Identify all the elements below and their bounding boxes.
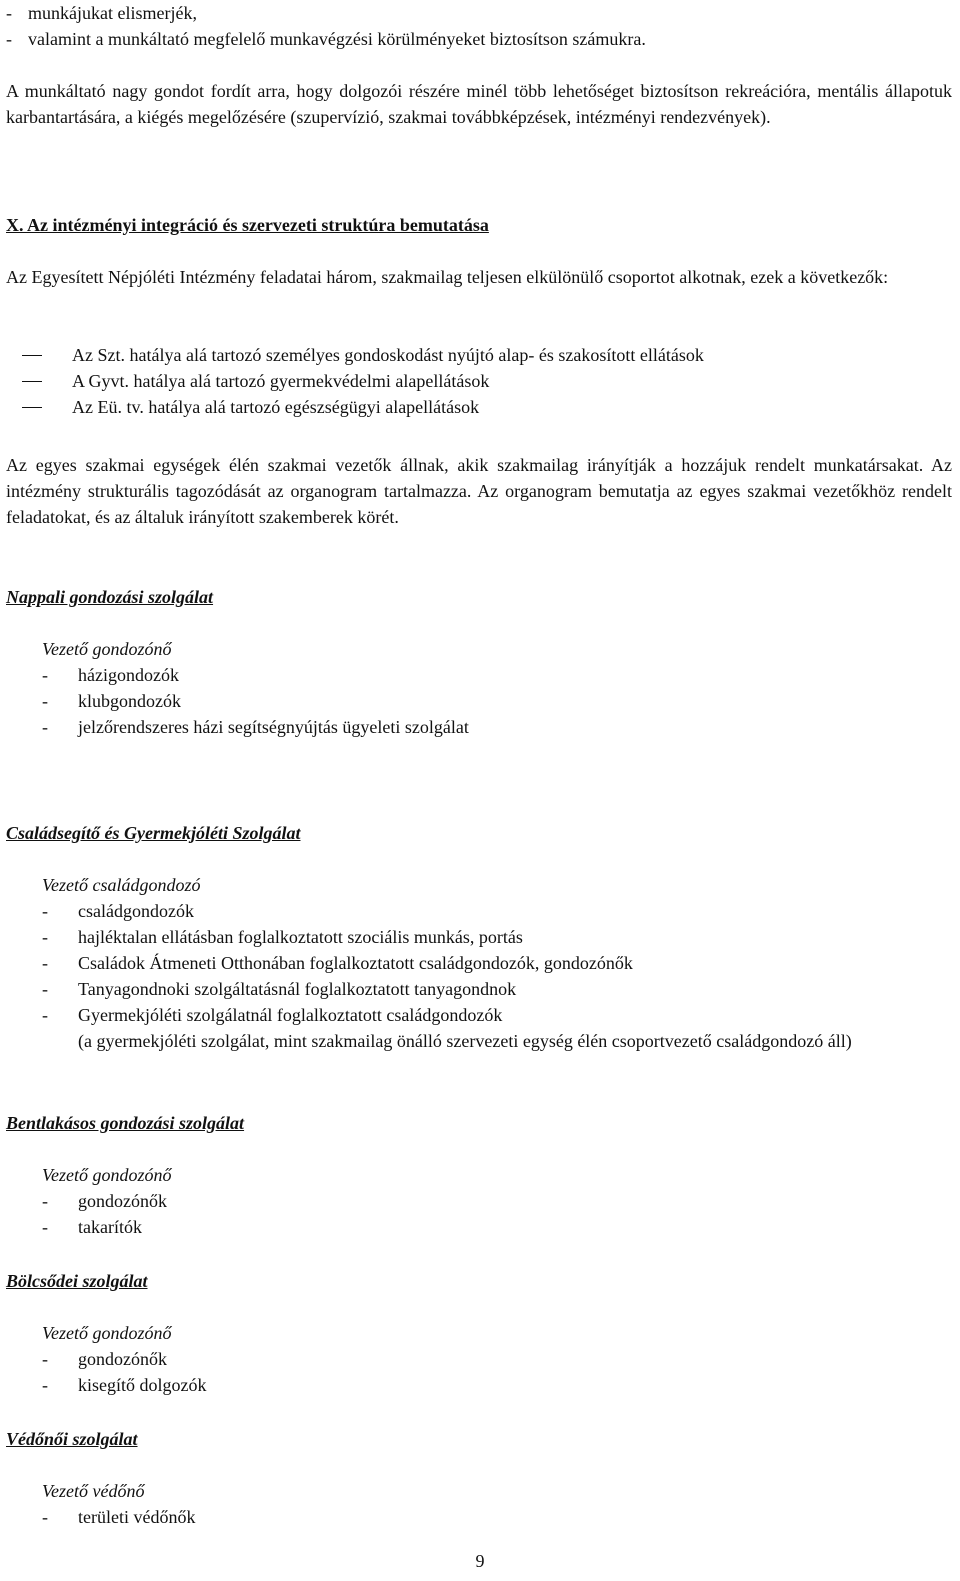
list-item xyxy=(22,342,704,368)
dash-marker: - xyxy=(42,1349,48,1369)
dash-marker xyxy=(22,355,42,356)
list-item xyxy=(42,1188,244,1214)
list-item-text: hajléktalan ellátásban foglalkoztatott szociális munkás, portás xyxy=(78,927,523,947)
list-item xyxy=(42,924,952,950)
section-title: Nappali gondozási szolgálat xyxy=(6,587,214,607)
groups-list xyxy=(6,342,704,420)
dash-marker: - xyxy=(6,3,12,23)
list-item xyxy=(22,368,704,394)
page-number: 9 xyxy=(475,1551,485,1571)
section-title: Védőnői szolgálat xyxy=(6,1429,138,1449)
section-nappali xyxy=(6,584,469,740)
list-item-text: Tanyagondnoki szolgáltatásnál foglalkoztatott tanyagondnok xyxy=(78,979,517,999)
section-note: (a gyermekjóléti szolgálat, mint szakmailag önálló szervezeti egység élén csoportvezető családgondozó áll) xyxy=(78,1031,852,1051)
section-leader: Vezető védőnő xyxy=(42,1481,145,1501)
staff-list xyxy=(6,662,469,740)
dash-marker: - xyxy=(42,901,48,921)
section-title: Bölcsődei szolgálat xyxy=(6,1271,148,1291)
list-item-text: gondozónők xyxy=(78,1349,167,1369)
section-vedonoi xyxy=(6,1426,195,1530)
section-heading: X. Az intézményi integráció és szervezeti struktúra bemutatása xyxy=(6,215,489,235)
list-item-text: kisegítő dolgozók xyxy=(78,1375,207,1395)
dash-marker: - xyxy=(42,979,48,999)
section-leader: Vezető gondozónő xyxy=(42,1165,172,1185)
list-item xyxy=(42,950,952,976)
dash-marker: - xyxy=(42,953,48,973)
section-title: Családsegítő és Gyermekjóléti Szolgálat xyxy=(6,823,301,843)
list-item-text: valamint a munkáltató megfelelő munkavégzési körülményeket biztosítson számukra. xyxy=(28,29,646,49)
list-item xyxy=(6,0,646,26)
list-item-text: Az Eü. tv. hatálya alá tartozó egészségügyi alapellátások xyxy=(72,397,480,417)
paragraph-recreation: A munkáltató nagy gondot fordít arra, hogy dolgozói részére minél több lehetőséget biztosítson rekreációra, mentális állapotuk karbantartására, a kiégés megelőzésére (szupervízió, szakmai továbbképzések, intézményi rendezvények). xyxy=(6,81,952,127)
top-list xyxy=(6,0,646,52)
dash-marker: - xyxy=(42,1217,48,1237)
list-item-text: gondozónők xyxy=(78,1191,167,1211)
list-item-text: Gyermekjóléti szolgálatnál foglalkoztatott családgondozók xyxy=(78,1005,503,1025)
staff-list xyxy=(6,1188,244,1240)
section-bolcsodei xyxy=(6,1268,207,1398)
list-item xyxy=(42,1372,207,1398)
dash-marker: - xyxy=(42,665,48,685)
list-item-text: Családok Átmeneti Otthonában foglalkoztatott családgondozók, gondozónők xyxy=(78,953,633,973)
staff-list xyxy=(6,898,952,1028)
list-item xyxy=(42,714,469,740)
dash-marker: - xyxy=(42,1507,48,1527)
list-item xyxy=(42,688,469,714)
list-item xyxy=(6,26,646,52)
dash-marker xyxy=(22,407,42,408)
dash-marker: - xyxy=(42,1191,48,1211)
section-leader: Vezető gondozónő xyxy=(42,639,172,659)
section-bentlakasos xyxy=(6,1110,244,1240)
section-title: Bentlakásos gondozási szolgálat xyxy=(6,1113,245,1133)
dash-marker: - xyxy=(42,691,48,711)
paragraph-organogram: Az egyes szakmai egységek élén szakmai vezetők állnak, akik szakmailag irányítják a hozzájuk rendelt munkatársakat. Az intézmény strukturális tagozódását az organogram tartalmazza. Az organogram bemutatja az egyes szakmai vezetőkhöz rendelt feladatokat, és az általuk irányított szakemberek körét. xyxy=(6,455,952,527)
list-item xyxy=(42,1214,244,1240)
list-item-text: klubgondozók xyxy=(78,691,181,711)
section-leader: Vezető családgondozó xyxy=(42,875,201,895)
list-item xyxy=(42,1002,952,1028)
dash-marker: - xyxy=(42,1375,48,1395)
list-item xyxy=(42,1346,207,1372)
paragraph-intro: Az Egyesített Népjóléti Intézmény feladatai három, szakmailag teljesen elkülönülő csoportot alkotnak, ezek a következők: xyxy=(6,267,889,287)
list-item xyxy=(42,1504,195,1530)
list-item-text: Az Szt. hatálya alá tartozó személyes gondoskodást nyújtó alap- és szakosított ellátások xyxy=(72,345,704,365)
list-item-text: családgondozók xyxy=(78,901,194,921)
list-item xyxy=(42,662,469,688)
staff-list xyxy=(6,1346,207,1398)
dash-marker: - xyxy=(42,717,48,737)
dash-marker: - xyxy=(42,927,48,947)
section-csaladsegito xyxy=(6,820,952,1054)
list-item-text: munkájukat elismerjék, xyxy=(28,3,197,23)
list-item xyxy=(42,898,952,924)
dash-marker: - xyxy=(42,1005,48,1025)
list-item xyxy=(22,394,704,420)
list-item xyxy=(42,976,952,1002)
list-item-text: házigondozók xyxy=(78,665,179,685)
list-item-text: takarítók xyxy=(78,1217,142,1237)
list-item-text: területi védőnők xyxy=(78,1507,196,1527)
dash-marker xyxy=(22,381,42,382)
staff-list xyxy=(6,1504,195,1530)
section-leader: Vezető gondozónő xyxy=(42,1323,172,1343)
list-item-text: A Gyvt. hatálya alá tartozó gyermekvédelmi alapellátások xyxy=(72,371,490,391)
list-item-text: jelzőrendszeres házi segítségnyújtás ügyeleti szolgálat xyxy=(78,717,469,737)
dash-marker: - xyxy=(6,29,12,49)
